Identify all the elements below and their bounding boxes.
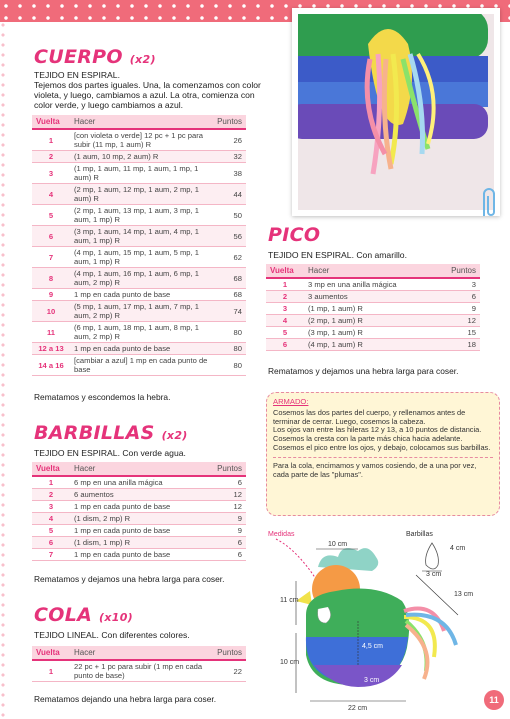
row-hacer: 1 mp en cada punto de base	[70, 549, 204, 561]
row-hacer: 3 aumentos	[304, 291, 435, 303]
measurement-diagram	[266, 525, 510, 719]
row-puntos: 12	[204, 489, 246, 501]
table-row	[32, 289, 246, 301]
row-vuelta: 1	[32, 660, 70, 682]
row-vuelta: 6	[32, 226, 70, 247]
table-row	[266, 303, 480, 315]
row-puntos: 80	[213, 322, 246, 343]
barbillas-title	[34, 422, 188, 444]
measure-10cm-top: 10 cm	[328, 541, 348, 548]
table-row	[32, 489, 246, 501]
table-row	[32, 184, 246, 205]
row-vuelta: 2	[32, 489, 70, 501]
row-hacer: (4 mp, 1 aum) R	[304, 339, 435, 351]
measure-13cm: 13 cm	[454, 591, 474, 598]
table-row	[32, 268, 246, 289]
amigurumi-photo	[292, 8, 500, 216]
table-row	[32, 476, 246, 489]
table-row	[266, 315, 480, 327]
table-row	[32, 301, 246, 322]
row-puntos: 9	[204, 513, 246, 525]
paperclip-icon	[478, 186, 500, 220]
row-hacer: (3 mp, 1 aum) R	[304, 327, 435, 339]
cuerpo-tecnica: TEJIDO EN ESPIRAL.	[34, 70, 120, 80]
hen-drawing	[266, 525, 510, 719]
row-puntos: 38	[213, 163, 246, 184]
cola-qty: (x10)	[99, 611, 133, 624]
row-hacer: 1 mp en cada punto de base	[70, 343, 213, 355]
row-puntos: 18	[435, 339, 480, 351]
cuerpo-title-text: CUERPO	[34, 46, 123, 68]
row-hacer: 3 mp en una anilla mágica	[304, 278, 435, 291]
row-hacer: (4 mp, 1 aum, 15 mp, 1 aum, 5 mp, 1 aum, 1 mp) R	[70, 247, 213, 268]
table-row	[32, 343, 246, 355]
row-vuelta: 1	[32, 129, 70, 151]
row-vuelta: 7	[32, 247, 70, 268]
table-row	[266, 327, 480, 339]
cuerpo-title	[34, 46, 156, 68]
col-puntos: Puntos	[213, 115, 246, 129]
col-vuelta: Vuelta	[32, 462, 70, 476]
row-vuelta: 2	[266, 291, 304, 303]
row-puntos: 80	[213, 343, 246, 355]
row-hacer: (2 mp, 1 aum) R	[304, 315, 435, 327]
cuerpo-table	[32, 115, 246, 376]
row-vuelta: 3	[266, 303, 304, 315]
pico-note: Rematamos y dejamos una hebra larga para coser.	[268, 366, 459, 376]
row-vuelta: 1	[32, 476, 70, 489]
cola-table	[32, 646, 246, 682]
col-hacer: Hacer	[304, 264, 435, 278]
row-puntos: 80	[213, 355, 246, 376]
measure-10cm-side: 10 cm	[280, 659, 300, 666]
row-vuelta: 8	[32, 268, 70, 289]
row-puntos: 9	[435, 303, 480, 315]
row-hacer: (1 dism, 2 mp) R	[70, 513, 204, 525]
row-hacer: 1 mp en cada punto de base	[70, 525, 204, 537]
col-vuelta: Vuelta	[32, 115, 70, 129]
row-vuelta: 6	[266, 339, 304, 351]
table-row	[32, 129, 246, 151]
table-row	[32, 513, 246, 525]
row-vuelta: 7	[32, 549, 70, 561]
row-vuelta: 12 a 13	[32, 343, 70, 355]
row-puntos: 12	[204, 501, 246, 513]
armado-p3: Cosemos la cresta con la parte más chica hacia adelante. Cosemos el pico entre los ojos, y debajo, colocamos sus barbillas.	[273, 434, 491, 452]
col-vuelta: Vuelta	[32, 646, 70, 660]
row-hacer: [cambiar a azul] 1 mp en cada punto de base	[70, 355, 213, 376]
row-hacer: [con violeta o verde] 12 pc + 1 pc para subir (11 mp, 1 aum) R	[70, 129, 213, 151]
medidas-label: Medidas	[268, 531, 295, 538]
armado-box	[266, 392, 500, 516]
row-hacer: (2 mp, 1 aum, 13 mp, 1 aum, 3 mp, 1 aum, 1 mp) R	[70, 205, 213, 226]
row-hacer: (3 mp, 1 aum, 14 mp, 1 aum, 4 mp, 1 aum, 1 mp) R	[70, 226, 213, 247]
table-row	[32, 163, 246, 184]
row-puntos: 12	[435, 315, 480, 327]
row-puntos: 68	[213, 268, 246, 289]
row-puntos: 22	[213, 660, 246, 682]
row-puntos: 74	[213, 301, 246, 322]
row-vuelta: 5	[266, 327, 304, 339]
row-vuelta: 3	[32, 501, 70, 513]
table-row	[32, 247, 246, 268]
measure-11cm: 11 cm	[280, 597, 299, 604]
row-vuelta: 4	[266, 315, 304, 327]
row-vuelta: 5	[32, 525, 70, 537]
row-hacer: 6 mp en una anilla mágica	[70, 476, 204, 489]
row-hacer: (4 mp, 1 aum, 16 mp, 1 aum, 6 mp, 1 aum, 2 mp) R	[70, 268, 213, 289]
row-puntos: 6	[204, 537, 246, 549]
row-hacer: 6 aumentos	[70, 489, 204, 501]
table-row	[32, 525, 246, 537]
row-hacer: 22 pc + 1 pc para subir (1 mp en cada punto de base)	[70, 660, 213, 682]
row-puntos: 6	[204, 549, 246, 561]
row-puntos: 15	[435, 327, 480, 339]
col-hacer: Hacer	[70, 646, 213, 660]
row-vuelta: 6	[32, 537, 70, 549]
measure-4cm: 4 cm	[450, 545, 466, 552]
row-puntos: 32	[213, 151, 246, 163]
row-vuelta: 14 a 16	[32, 355, 70, 376]
barbillas-tecnica: TEJIDO EN ESPIRAL. Con verde agua.	[34, 448, 186, 458]
table-row	[32, 537, 246, 549]
barbillas-label: Barbillas	[406, 531, 433, 538]
col-puntos: Puntos	[204, 462, 246, 476]
armado-p2: Los ojos van entre las hileras 12 y 13, a 10 puntos de distancia.	[273, 425, 482, 435]
col-puntos: Puntos	[435, 264, 480, 278]
cola-title	[34, 604, 133, 626]
pico-title-text: PICO	[268, 224, 321, 246]
armado-p4: Para la cola, encimamos y vamos cosiendo, de a una por vez, cada parte de las "plumas".	[273, 460, 477, 479]
table-row	[32, 322, 246, 343]
cola-note: Rematamos dejando una hebra larga para coser.	[34, 694, 217, 704]
table-row	[266, 339, 480, 351]
row-puntos: 6	[435, 291, 480, 303]
row-vuelta: 4	[32, 184, 70, 205]
table-row	[266, 291, 480, 303]
row-vuelta: 3	[32, 163, 70, 184]
row-vuelta: 4	[32, 513, 70, 525]
row-vuelta: 10	[32, 301, 70, 322]
armado-p1: Cosemos las dos partes del cuerpo, y rellenamos antes de terminar de cerrar. Luego, cosemos la cabeza.	[273, 407, 466, 426]
row-hacer: 1 mp en cada punto de base	[70, 289, 213, 301]
table-row	[32, 226, 246, 247]
row-hacer: (2 mp, 1 aum, 12 mp, 1 aum, 2 mp, 1 aum) R	[70, 184, 213, 205]
armado-divider	[273, 457, 493, 458]
photo-illustration	[298, 14, 494, 210]
row-puntos: 44	[213, 184, 246, 205]
col-hacer: Hacer	[70, 115, 213, 129]
row-hacer: 1 mp en cada punto de base	[70, 501, 204, 513]
table-row	[32, 205, 246, 226]
row-vuelta: 1	[266, 278, 304, 291]
table-row	[32, 660, 246, 682]
row-vuelta: 2	[32, 151, 70, 163]
row-hacer: (5 mp, 1 aum, 17 mp, 1 aum, 7 mp, 1 aum, 2 mp) R	[70, 301, 213, 322]
measure-4-5cm: 4,5 cm	[362, 643, 384, 650]
cola-title-text: COLA	[34, 604, 93, 626]
armado-title: ARMADO:	[273, 397, 309, 406]
barbillas-title-text: BARBILLAS	[34, 422, 155, 444]
table-row	[32, 501, 246, 513]
table-row	[266, 278, 480, 291]
row-puntos: 3	[435, 278, 480, 291]
row-hacer: (1 mp, 1 aum) R	[304, 303, 435, 315]
row-hacer: (1 aum, 10 mp, 2 aum) R	[70, 151, 213, 163]
col-hacer: Hacer	[70, 462, 204, 476]
pico-tecnica: TEJIDO EN ESPIRAL. Con amarillo.	[268, 250, 407, 260]
row-hacer: (1 dism, 1 mp) R	[70, 537, 204, 549]
measure-22cm: 22 cm	[348, 705, 368, 712]
measure-3cm-barbilla: 3 cm	[426, 571, 442, 578]
pico-table	[266, 264, 480, 351]
row-puntos: 68	[213, 289, 246, 301]
row-puntos: 6	[204, 476, 246, 489]
barbillas-table	[32, 462, 246, 561]
col-puntos: Puntos	[213, 646, 246, 660]
barbillas-note: Rematamos y dejamos una hebra larga para coser.	[34, 574, 225, 584]
cuerpo-qty: (x2)	[129, 53, 156, 66]
cola-tecnica: TEJIDO LINEAL. Con diferentes colores.	[34, 630, 190, 640]
row-vuelta: 5	[32, 205, 70, 226]
table-row	[32, 549, 246, 561]
row-vuelta: 11	[32, 322, 70, 343]
row-hacer: (6 mp, 1 aum, 18 mp, 1 aum, 8 mp, 1 aum, 2 mp) R	[70, 322, 213, 343]
page-number: 11	[484, 690, 504, 710]
cuerpo-intro	[34, 70, 266, 110]
row-puntos: 26	[213, 129, 246, 151]
side-dots-decoration	[0, 22, 8, 719]
row-puntos: 9	[204, 525, 246, 537]
barbillas-qty: (x2)	[161, 429, 188, 442]
pico-title	[268, 224, 320, 246]
col-vuelta: Vuelta	[266, 264, 304, 278]
row-hacer: (1 mp, 1 aum, 11 mp, 1 aum, 1 mp, 1 aum) R	[70, 163, 213, 184]
row-puntos: 56	[213, 226, 246, 247]
table-row	[32, 355, 246, 376]
measure-3cm-base: 3 cm	[364, 677, 380, 684]
row-vuelta: 9	[32, 289, 70, 301]
row-puntos: 50	[213, 205, 246, 226]
cuerpo-intro-text: Tejemos dos partes iguales. Una, la comenzamos con color violeta, y luego, cambiamos a azul. La otra, comienza con color verde, y luego cambiamos a azul.	[34, 80, 261, 110]
table-row	[32, 151, 246, 163]
cuerpo-note: Rematamos y escondemos la hebra.	[34, 392, 171, 402]
row-puntos: 62	[213, 247, 246, 268]
